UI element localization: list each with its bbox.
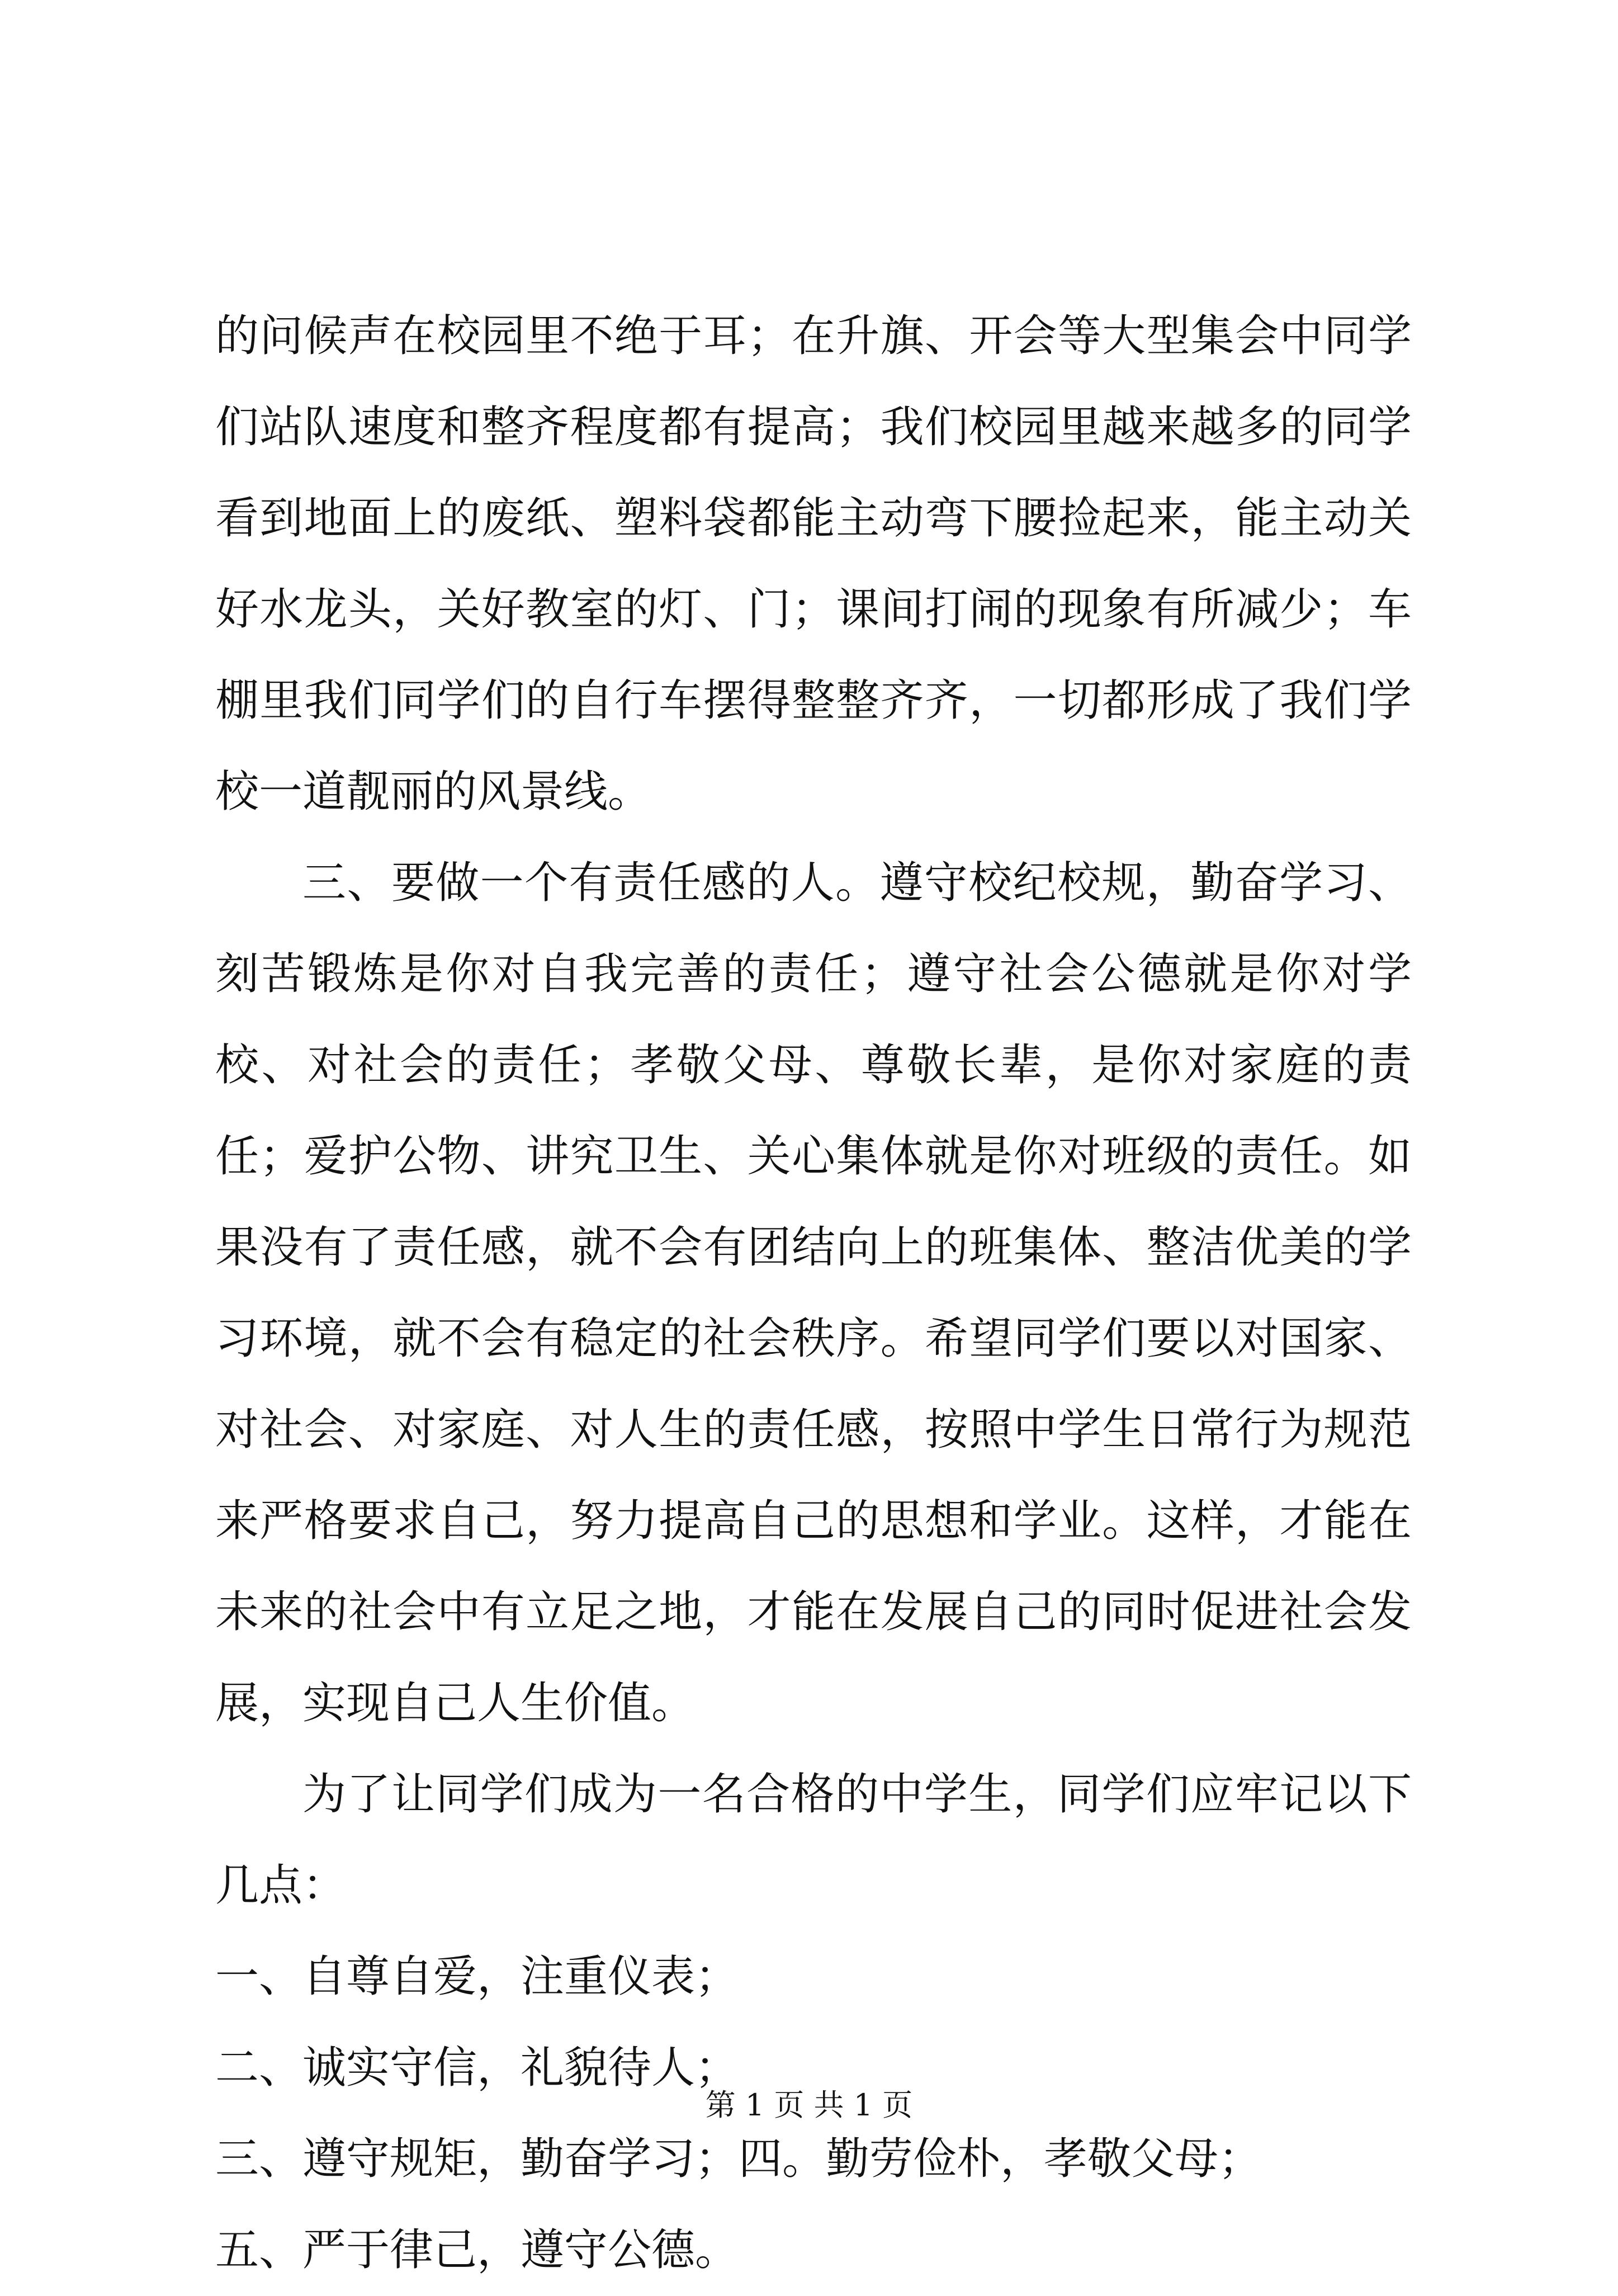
paragraph-intro-list: 为了让同学们成为一名合格的中学生，同学们应牢记以下几点： [215, 1769, 1412, 1911]
paragraph-continuation: 的问候声在校园里不绝于耳；在升旗、开会等大型集会中同学们站队速度和整齐程度都有提高；我们校园里越来越多的同学看到地面上的废纸、塑料袋都能主动弯下腰捡起来，能主动关好水龙头，关好教室的灯、门；课间打闹的现象有所减少；车棚里我们同学们的自行车摆得整整齐齐，一切都形成了我们学校一道靓丽的风景线。 [215, 311, 1412, 817]
paragraph-responsibility: 三、要做一个有责任感的人。遵守校纪校规，勤奋学习、刻苦锻炼是你对自我完善的责任；遵守社会公德就是你对学校、对社会的责任；孝敬父母、尊敬长辈，是你对家庭的责任；爱护公物、讲究卫生、关心集体就是你对班级的责任。如果没有了责任感，就不会有团结向上的班集体、整洁优美的学习环境，就不会有稳定的社会秩序。希望同学们要以对国家、对社会、对家庭、对人生的责任感，按照中学生日常行为规范来严格要求自己，努力提高自己的思想和学业。这样，才能在未来的社会中有立足之地，才能在发展自己的同时促进社会发展，实现自己人生价值。 [215, 858, 1412, 1728]
list-item: 一、自尊自爱，注重仪表； [215, 1952, 739, 2002]
page-footer: 第 1 页 共 1 页 [705, 2087, 913, 2123]
list-item: 二、诚实守信，礼貌待人； [215, 2043, 739, 2093]
list-item: 三、遵守规矩，勤奋学习；四。勤劳俭朴，孝敬父母； [215, 2134, 1262, 2184]
list-item: 五、严于律己，遵守公德。 [215, 2225, 739, 2275]
document-body [215, 291, 1412, 2296]
